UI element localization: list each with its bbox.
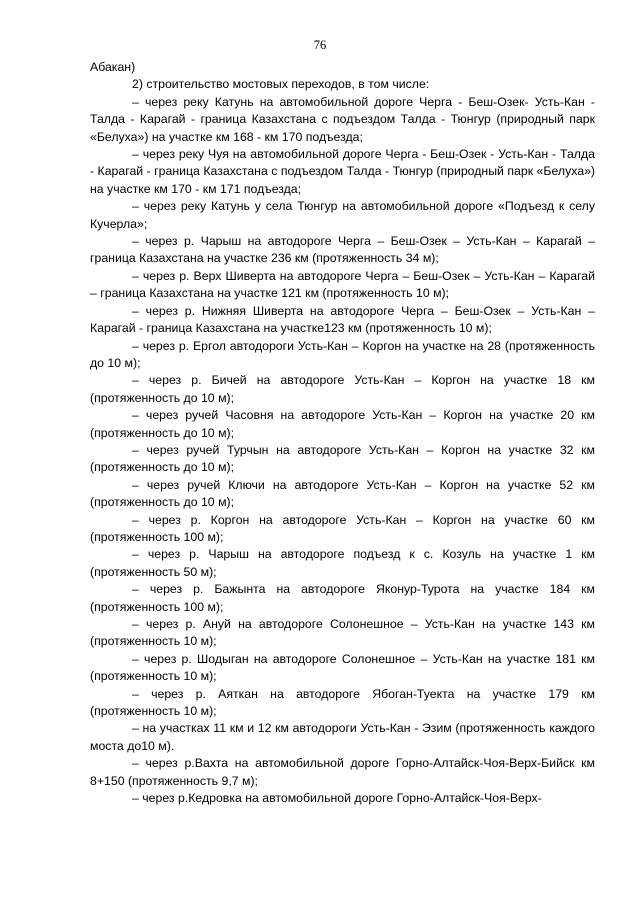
page-number: 76 (313, 38, 327, 52)
list-item: – через р. Аяткан на автодороге Ябоган-Туекта на участке 179 км (протяженность 10 м); (90, 686, 595, 719)
list-item: – через реку Катунь у села Тюнгур на автомобильной дороге «Подъезд к селу Кучерла»; (90, 199, 595, 231)
list-item: – через р. Бажынта на автодороге Яконур-Турота на участке 184 км (протяженность 100 м); (90, 582, 595, 614)
list-item: – через р. Верх Шиверта на автодороге Черга – Беш-Озек – Усть-Кан – Карагай – граница Казахстана на участке 121 км (протяженность 10 м); (90, 268, 595, 301)
list-item: – через р. Чарыш на автодороге подъезд к с. Козуль на участке 1 км (протяженность 50 м); (90, 547, 595, 579)
list-item: – на участках 11 км и 12 км автодороги Усть-Кан - Эзим (протяженность каждого моста до10 м). (90, 721, 595, 753)
list-item: – через р. Чарыш на автодороге Черга – Беш-Озек – Усть-Кан – Карагай – граница Казахстана на участке 236 км (протяженность 34 м); (90, 234, 595, 266)
list-item: – через р. Ергол автодороги Усть-Кан – Коргон на участке на 28 (протяженность до 10 м); (90, 338, 595, 370)
list-item: – через ручей Ключи на автодороге Усть-Кан – Коргон на участке 52 км (протяженность до 10 м); (90, 477, 595, 510)
list-item: – через р. Нижняя Шиверта на автодороге Черга – Беш-Озек – Усть-Кан – Карагай - граница Казахстана на участке123 км (протяженность 10 м); (90, 303, 595, 336)
list-item: – через р.Вахта на автомобильной дороге Горно-Алтайск-Чоя-Верх-Бийск км 8+150 (протяженность 9,7 м); (90, 756, 595, 788)
paragraph-continuation: Абакан) (90, 60, 136, 74)
paragraph-heading-bridges: 2) строительство мостовых переходов, в том числе: (132, 77, 430, 92)
list-item: – через р. Коргон на автодороге Усть-Кан – Коргон на участке 60 км (протяженность 100 м); (90, 512, 595, 544)
list-item: – через реку Катунь на автомобильной дороге Черга - Беш-Озек- Усть-Кан - Талда - Карагай - граница Казахстана с подъездом Талда - Тюнгур (природный парк «Белуха») на участке км 168 - км 170 подъезда; (90, 94, 595, 144)
list-item: – через р. Шодыган на автодороге Солонешное – Усть-Кан на участке 181 км (протяженность 10 м); (90, 651, 595, 684)
list-item: – через р.Кедровка на автомобильной дороге Горно-Алтайск-Чоя-Верх- (132, 791, 542, 806)
list-item: – через ручей Турчын на автодороге Усть-Кан – Коргон на участке 32 км (протяженность до 10 м); (90, 442, 595, 475)
list-item: – через ручей Часовня на автодороге Усть-Кан – Коргон на участке 20 км (протяженность до 10 м); (90, 408, 595, 440)
document-body (90, 59, 595, 807)
list-item: – через р. Бичей на автодороге Усть-Кан – Коргон на участке 18 км (протяженность до 10 м); (90, 373, 595, 405)
list-item: – через реку Чуя на автомобильной дороге Черга - Беш-Озек - Усть-Кан - Талда - Карагай - граница Казахстана с подъездом Талда - Тюнгур (природный парк «Белуха») на участке км 170 - км 171 подъезда; (90, 147, 595, 196)
list-item: – через р. Ануй на автодороге Солонешное – Усть-Кан на участке 143 км (протяженность 10 м); (90, 617, 595, 649)
